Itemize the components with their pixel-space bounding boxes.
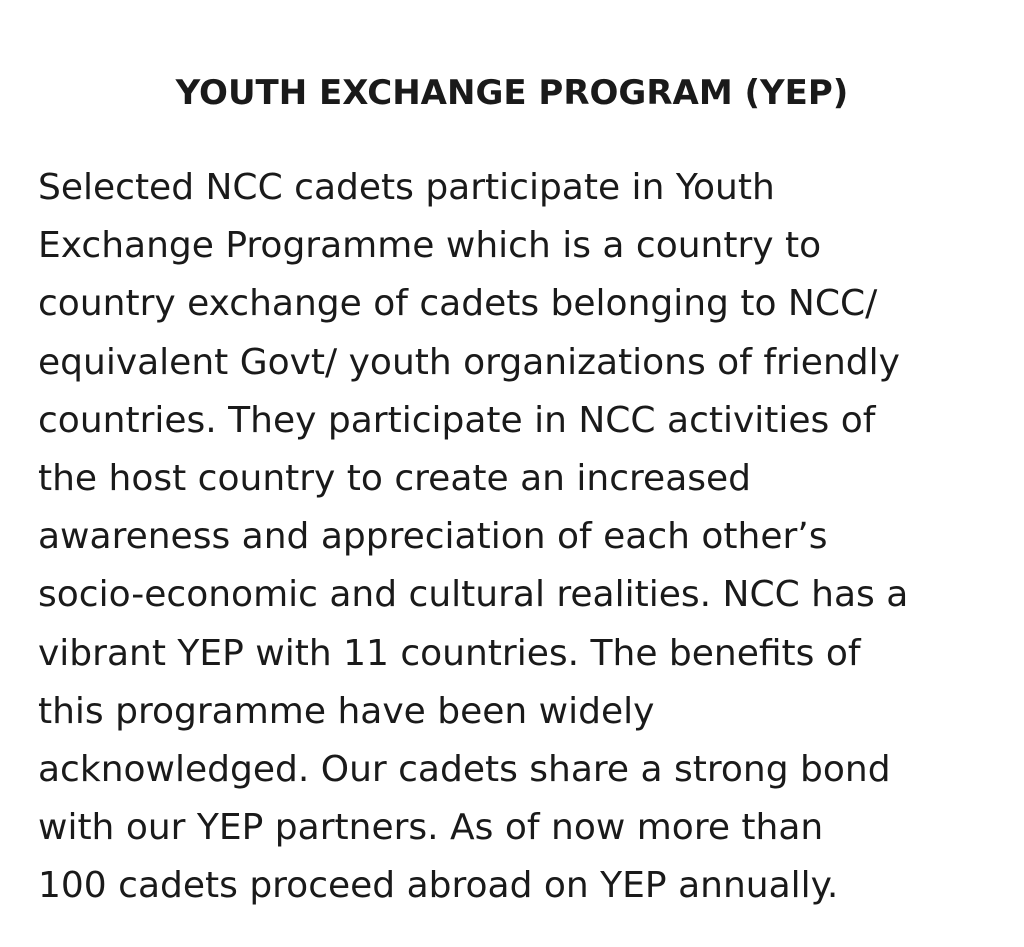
paragraph-line: country exchange of cadets belonging to NCC/ [38, 283, 878, 325]
paragraph-line: socio-economic and cultural realities. NCC has a [38, 574, 909, 616]
paragraph-line: vibrant YEP with 11 countries. The benefits of [38, 632, 861, 674]
paragraph-line: equivalent Govt/ youth organizations of friendly [38, 341, 900, 383]
paragraph-line: countries. They participate in NCC activities of [38, 399, 876, 441]
document-paragraph [38, 159, 1018, 916]
paragraph-line: 100 cadets proceed abroad on YEP annually. [38, 865, 839, 907]
document-title: YOUTH EXCHANGE PROGRAM (YEP) [175, 73, 849, 113]
paragraph-line: this programme have been widely [38, 690, 655, 732]
paragraph-line: acknowledged. Our cadets share a strong bond [38, 749, 891, 791]
paragraph-line: with our YEP partners. As of now more than [38, 807, 824, 849]
paragraph-line: awareness and appreciation of each other’s [38, 516, 828, 558]
paragraph-line: the host country to create an increased [38, 458, 752, 500]
paragraph-line: Exchange Programme which is a country to [38, 225, 822, 267]
paragraph-line: Selected NCC cadets participate in Youth [38, 167, 775, 208]
